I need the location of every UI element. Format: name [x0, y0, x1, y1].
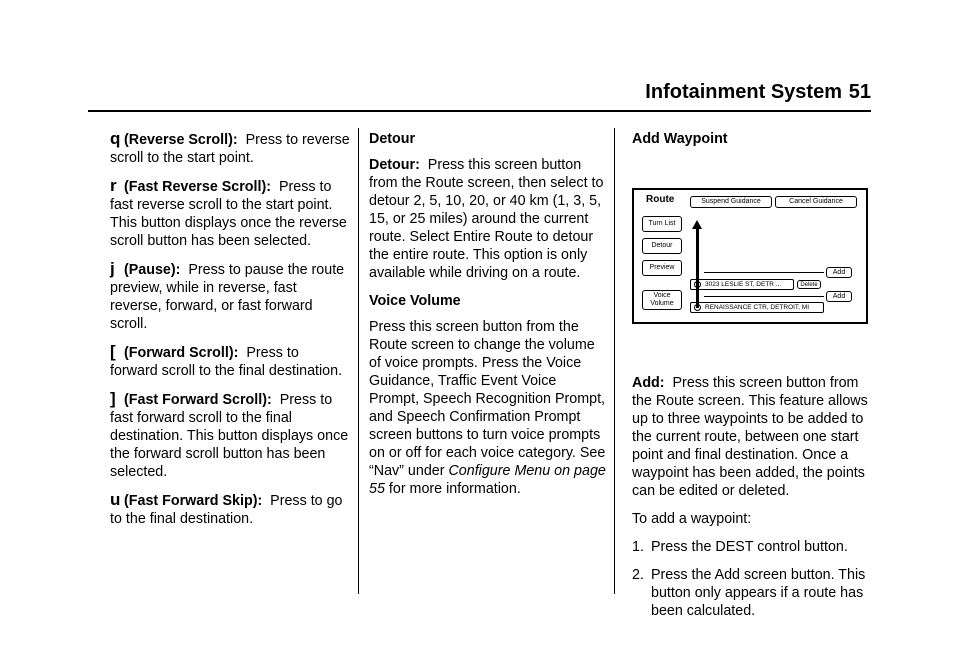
destination-row	[690, 302, 824, 313]
waypoint-address: 3023 LESLIE ST, DETR ...	[705, 281, 782, 288]
item-term: (Fast Forward Scroll):	[124, 392, 272, 408]
item-text: Press to pause the route preview, while in reverse, fast reverse, forward, or fast forward scroll.	[110, 262, 345, 332]
column-divider-2	[614, 128, 615, 594]
page-number-display: 51	[848, 81, 871, 103]
add-text: Press this screen button from the Route screen. This feature allows up to three waypoints to be added to the current route, between one start point and final destination. Once a waypoint has been added, the points can be edited or deleted.	[632, 375, 868, 499]
forward-scroll-icon: [	[110, 342, 116, 361]
detour-button: Detour	[642, 238, 682, 254]
item-text: Press to forward scroll to the final destination.	[110, 345, 343, 379]
destination-icon	[694, 304, 701, 311]
fast-reverse-scroll-icon: r	[110, 176, 117, 195]
item-fast-forward-scroll	[110, 390, 350, 481]
column-1	[110, 130, 350, 538]
voice-volume-text: Press this screen button from the Route screen to change the volume of voice prompts. Press the Voice Guidance, Traffic Event Voice Prompt, Speech Recognition Prompt, and Speech Confirmation Prompt screen buttons to turn voice prompts on or off for each voice category. See “Nav” under	[369, 319, 606, 479]
item-term: (Reverse Scroll):	[124, 132, 238, 148]
item-pause	[110, 260, 350, 333]
waypoint-line-1	[704, 272, 824, 273]
turn-list-button: Turn List	[642, 216, 682, 232]
add-button-1: Add	[826, 267, 852, 278]
detour-heading: Detour	[369, 131, 416, 147]
step-number: 2.	[632, 567, 644, 583]
fast-forward-scroll-icon: ]	[110, 389, 116, 408]
voice-volume-text-end: for more information.	[388, 481, 521, 497]
voice-volume-button: Voice Volume	[642, 290, 682, 310]
waypoint-line-2	[704, 296, 824, 297]
step-text: Press the Add screen button. This button only appears if a route has been calculated.	[651, 567, 866, 619]
waypoint-row-1	[690, 279, 794, 290]
item-fast-reverse-scroll	[110, 177, 350, 250]
header-rule	[88, 110, 871, 112]
item-term: (Fast Forward Skip):	[124, 493, 263, 509]
configure-menu-link[interactable]: Configure Menu on page 55	[369, 463, 606, 497]
steps-intro: To add a waypoint:	[632, 511, 752, 527]
step-item	[632, 566, 872, 620]
item-forward-scroll	[110, 343, 350, 380]
voice-volume-paragraph	[369, 318, 607, 498]
add-waypoint-heading: Add Waypoint	[632, 131, 728, 147]
route-screen-illustration	[632, 188, 868, 324]
route-track	[696, 228, 699, 308]
fast-forward-skip-icon: u	[110, 490, 121, 509]
reverse-scroll-icon: q	[110, 129, 121, 148]
column-divider-1	[358, 128, 359, 594]
cancel-guidance-button: Cancel Guidance	[775, 196, 857, 208]
delete-button: Delete	[797, 280, 821, 289]
pause-icon: j	[110, 259, 115, 278]
item-fast-forward-skip	[110, 491, 350, 528]
item-term: (Fast Reverse Scroll):	[124, 179, 271, 195]
voice-volume-heading: Voice Volume	[369, 293, 461, 309]
detour-text: Press this screen button from the Route screen, then select to detour 2, 5, 10, 20, or 40 km (1, 3, 5, 15, or 25 miles) around the current route. Select Entire Route to detour the entire route. This option is only available while driving on a route.	[369, 157, 604, 281]
add-paragraph	[632, 374, 872, 500]
item-text: Press to reverse scroll to the start point.	[110, 132, 350, 166]
detour-paragraph	[369, 156, 607, 282]
step-number: 1.	[632, 539, 644, 555]
add-button-2: Add	[826, 291, 852, 302]
detour-term: Detour:	[369, 157, 420, 173]
route-screen-title: Route	[646, 194, 675, 205]
item-text: Press to fast reverse scroll to the start point. This button displays once the reverse scroll button has been selected.	[110, 179, 347, 249]
column-3	[632, 130, 872, 630]
page-header	[0, 0, 960, 112]
item-text: Press to fast forward scroll to the final destination. This button displays once the forward scroll button has been selected.	[110, 392, 349, 480]
steps-list	[632, 538, 872, 620]
item-term: (Pause):	[124, 262, 181, 278]
step-text: Press the DEST control button.	[651, 539, 848, 555]
item-text: Press to go to the final destination.	[110, 493, 343, 527]
item-reverse-scroll	[110, 130, 350, 167]
step-item	[632, 538, 872, 556]
section-title: Infotainment System	[645, 81, 842, 103]
add-term: Add:	[632, 375, 665, 391]
waypoint-icon	[694, 281, 701, 288]
item-term: (Forward Scroll):	[124, 345, 239, 361]
destination-address: RENAISSANCE CTR, DETROIT, MI	[705, 304, 810, 311]
preview-button: Preview	[642, 260, 682, 276]
suspend-guidance-button: Suspend Guidance	[690, 196, 772, 208]
column-2	[369, 130, 607, 508]
